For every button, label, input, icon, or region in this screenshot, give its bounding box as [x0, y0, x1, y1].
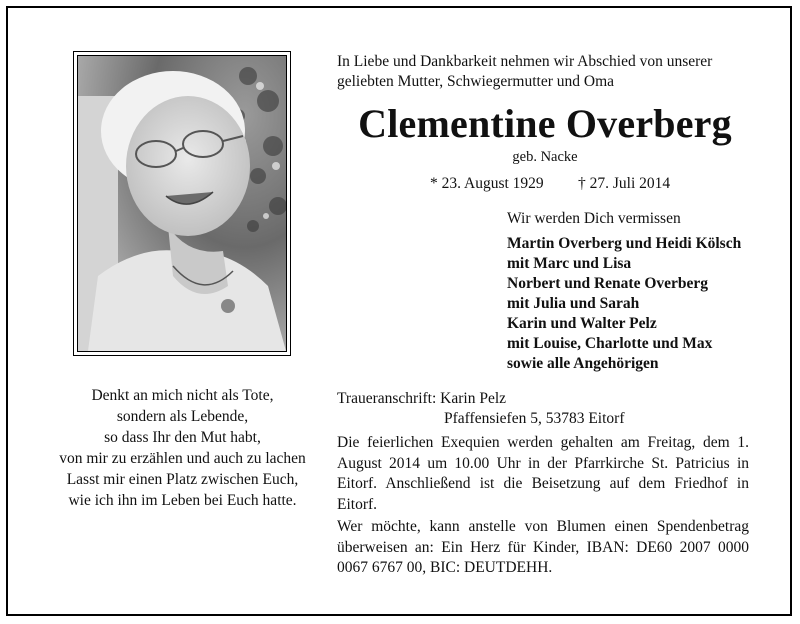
family-member: mit Louise, Charlotte und Max	[507, 335, 713, 352]
poem-line: von mir zu erzählen und auch zu lachen	[59, 450, 306, 467]
address-line: Pfaffensiefen 5, 53783 Eitorf	[444, 410, 625, 427]
intro-line: geliebten Mutter, Schwiegermutter und Oma	[337, 73, 615, 90]
mourning-address	[337, 389, 757, 429]
memorial-poem	[40, 385, 325, 511]
address-line: Traueranschrift: Karin Pelz	[337, 390, 507, 407]
poem-line: so dass Ihr den Mut habt,	[104, 429, 261, 446]
deceased-name: Clementine Overberg	[358, 101, 732, 146]
family-member: Norbert und Renate Overberg	[507, 275, 709, 292]
poem-line: sondern als Lebende,	[116, 408, 249, 425]
death-date: † 27. Juli 2014	[578, 175, 671, 192]
intro-line: In Liebe und Dankbarkeit nehmen wir Abschied von unserer	[337, 53, 713, 70]
poem-line: Lasst mir einen Platz zwischen Euch,	[66, 471, 299, 488]
family-list	[507, 234, 777, 374]
poem-line: Denkt an mich nicht als Tote,	[91, 387, 274, 404]
poem-line: wie ich ihn im Leben bei Euch hatte.	[68, 492, 297, 509]
family-member: Martin Overberg und Heidi Kölsch	[507, 235, 742, 252]
farewell-line: Wir werden Dich vermissen	[507, 210, 681, 227]
birth-name: geb. Nacke	[512, 149, 578, 165]
family-member: mit Marc und Lisa	[507, 255, 632, 272]
family-member: sowie alle Angehörigen	[507, 355, 659, 372]
family-member: mit Julia und Sarah	[507, 295, 640, 312]
funeral-info: Die feierlichen Exequien werden gehalten am Freitag, dem 1. August 2014 um 10.00 Uhr in der Pfarrkirche St. Patricius in Eitorf. Anschließend ist die Beisetzung auf dem Friedhof in Eitorf.	[337, 434, 749, 513]
donation-info: Wer möchte, kann anstelle von Blumen einen Spendenbetrag überweisen an: Ein Herz für Kinder, IBAN: DE60 2007 0000 0067 6767 00, BIC: DEUTDEHH.	[337, 518, 749, 576]
portrait-frame	[73, 51, 291, 356]
intro-text	[337, 52, 757, 92]
family-member: Karin und Walter Pelz	[507, 315, 657, 332]
birth-date: * 23. August 1929	[430, 175, 544, 192]
portrait-photo	[77, 55, 287, 352]
